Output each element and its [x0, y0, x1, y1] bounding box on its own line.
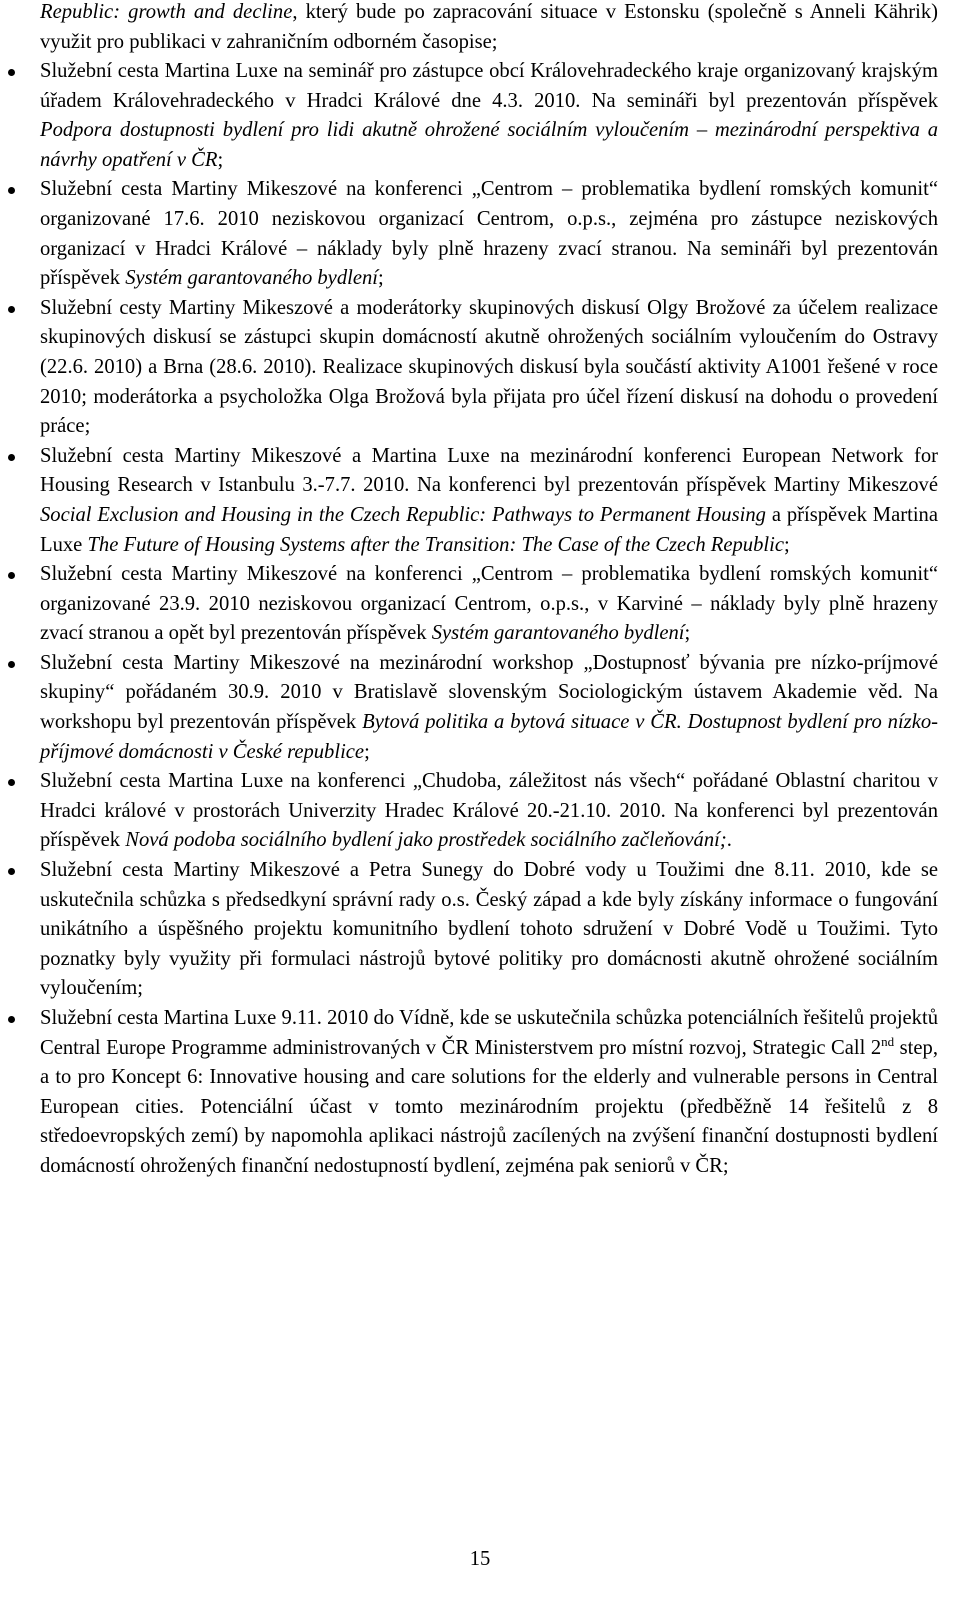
ordinal-superscript: nd: [881, 1033, 895, 1049]
item-title: Social Exclusion and Housing in the Czech Republic: Pathways to Permanent Housing: [40, 503, 766, 526]
bullet-icon: [8, 1016, 15, 1023]
list-item: [40, 649, 938, 767]
item-text: Služební cesta Martina Luxe 9.11. 2010 do Vídně, kde se uskutečnila schůzka potenciálních řešitelů projektů Central Europe Programme administrovaných v ČR Ministerstvem pro místní rozvoj, Strategic Call 2: [40, 1007, 938, 1059]
item-title: Systém garantovaného bydlení: [431, 622, 685, 645]
list-item: [40, 442, 938, 560]
item-text: .: [726, 829, 732, 852]
item-text: Služební cesta Martiny Mikeszové a Martina Luxe na mezinárodní konferenci European Network for Housing Research v Istanbulu 3.-7.7. 2010. Na konferenci byl prezentován příspěvek Martiny Mikeszové: [40, 444, 938, 497]
bullet-icon: [8, 187, 15, 194]
item-text: Služební cesta Martiny Mikeszové na konferenci „Centrom – problematika bydlení romských komunit“ organizované 23.9. 2010 neziskovou organizací Centrom, o.p.s., v Karviné – náklady byly plně hrazeny zvací stranou a opět byl prezentován příspěvek: [40, 563, 938, 645]
bullet-icon: [8, 306, 15, 313]
list-item: [40, 175, 938, 293]
item-title: Nová podoba sociálního bydlení jako prostředek sociálního začleňování;: [125, 829, 727, 852]
bullet-icon: [8, 69, 15, 76]
item-text: Služební cesty Martiny Mikeszové a moderátorky skupinových diskusí Olgy Brožové za účelem realizace skupinových diskusí se zástupci skupin domácností akutně ohrožených sociálním vyloučením do Ostravy (22.6. 2010) a Brna (28.6. 2010). Realizace skupinových diskusí byla součástí aktivity A1001 řešené v roce 2010; moderátorka a psycholožka Olga Brožová byla přijata pro účel řízení diskusí na dohodu o provedení práce;: [40, 296, 938, 438]
bullet-icon: [8, 572, 15, 579]
continuation-paragraph: [40, 0, 938, 57]
item-title: Podpora dostupnosti bydlení pro lidi akutně ohrožené sociálním vyloučením – mezinárodní perspektiva a návrhy opatření v ČR: [40, 119, 938, 171]
item-text: step, a to pro Koncept 6: Innovative housing and care solutions for the elderly and vulnerable persons in Central European cities. Potenciální účast v tomto mezinárodním projektu (předběžně 14 řešitelů z 8 středoevropských zemí) by napomohla aplikaci nástrojů zacílených na zvýšení finanční dostupnosti bydlení domácností ohrožených finanční nedostupností bydlení, zejména pak seniorů v ČR;: [40, 1036, 938, 1177]
continuation-title: Republic: growth and decline: [40, 1, 293, 23]
item-text: Služební cesta Martina Luxe na seminář pro zástupce obcí Královehradeckého kraje organizovaný krajským úřadem Královehradeckého v Hradci Králové dne 4.3. 2010. Na semináři byl prezentován příspěvek: [40, 60, 938, 112]
list-item: [40, 57, 938, 175]
item-text: Služební cesta Martiny Mikeszové na mezinárodní workshop „Dostupnosť bývania pre nízko-príjmové skupiny“ pořádaném 30.9. 2010 v Bratislavě slovenským Sociologickým ústavem Akademie věd. Na workshopu byl prezentován příspěvek: [40, 651, 938, 734]
list-item: [40, 856, 938, 1004]
list-item: [40, 767, 938, 856]
item-text: ;: [783, 533, 790, 556]
list-item: [40, 1004, 938, 1182]
item-text: ;: [378, 267, 384, 290]
trip-list: [40, 57, 938, 1182]
item-title: Systém garantovaného bydlení: [125, 267, 379, 290]
bullet-icon: [8, 661, 15, 668]
item-text: Služební cesta Martiny Mikeszové na konferenci „Centrom – problematika bydlení romských komunit“ organizované 17.6. 2010 neziskovou organizací Centrom, o.p.s., zejména pro zástupce neziskových organizací v Hradci Králové – náklady byly plně hrazeny zvací stranou. Na semináři byl prezentován příspěvek: [40, 178, 938, 290]
item-text: ;: [364, 740, 370, 763]
list-item: [40, 560, 938, 649]
bullet-icon: [8, 454, 15, 461]
bullet-icon: [8, 868, 15, 875]
list-item: [40, 294, 938, 442]
item-text: Služební cesta Martina Luxe na konferenci „Chudoba, záležitost nás všech“ pořádané Oblastní charitou v Hradci králové v prostorách Univerzity Hradec Králové 20.-21.10. 2010. Na konferenci byl prezentován příspěvek: [40, 770, 938, 852]
bullet-icon: [8, 779, 15, 786]
item-title: Bytová politika a bytová situace v ČR. Dostupnost bydlení pro nízko-příjmové domácnosti v České republice: [40, 711, 938, 763]
item-text: Služební cesta Martiny Mikeszové a Petra Sunegy do Dobré vody u Toužimi dne 8.11. 2010, kde se uskutečnila schůzka s předsedkyní správní rady o.s. Český západ a kde byly získány informace o fungování unikátního a úspěšného projektu komunitního bydlení tohoto sdružení v Dobré Vodě u Toužimi. Tyto poznatky byly využity při formulaci nástrojů bytové politiky pro domácnosti akutně ohrožené sociálním vyloučením;: [40, 859, 938, 1000]
page-number: 15: [469, 1548, 491, 1570]
item-title: The Future of Housing Systems after the Transition: The Case of the Czech Republic: [87, 533, 784, 556]
continuation-text: , který bude po zapracování situace v Estonsku (společně s Anneli Kährik) využit pro publikaci v zahraničním odborném časopise;: [40, 1, 938, 53]
item-text: ;: [684, 622, 691, 645]
item-text: ;: [217, 148, 224, 171]
item-text: a příspěvek Martina Luxe: [40, 503, 938, 556]
